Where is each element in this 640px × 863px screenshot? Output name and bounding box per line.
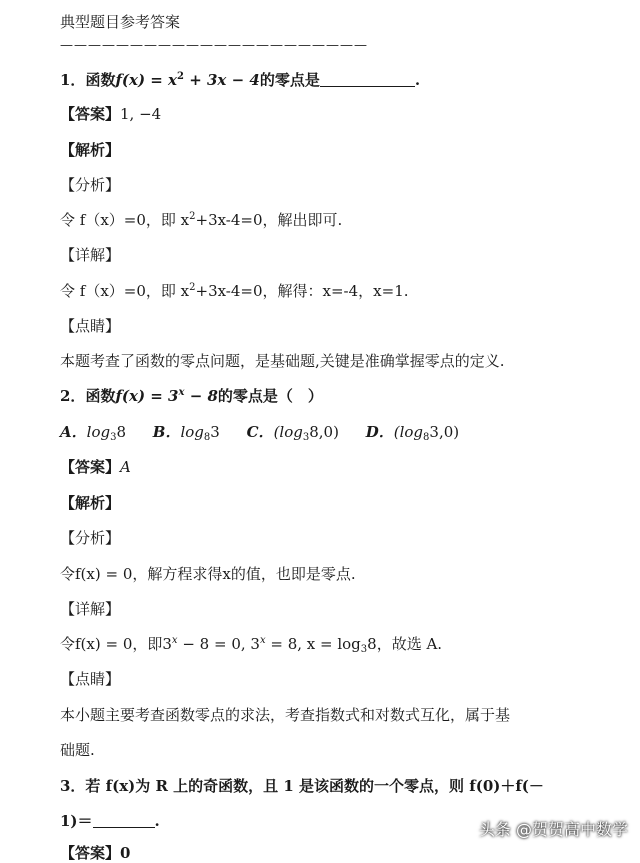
q1-fenxi-tag: 【分析】	[60, 176, 121, 194]
q2-fenxi-text: 令f(x) = 0，解方程求得x的值，也即是零点.	[60, 565, 356, 583]
q2-option-d: D．$(\log_83,0)$	[365, 423, 460, 443]
q1-dianjing-tag: 【点睛】	[60, 317, 121, 335]
q2-dianjing-text-1: 本小题主要考查函数零点的求法，考查指数式和对数式互化，属于基	[60, 706, 511, 724]
q3-blank	[93, 827, 155, 828]
q1-detail-text: 令 f（x）=0，即 $x^2+3x-4=0$，解得：x=-4，x=1.	[60, 282, 409, 300]
q1-fenxi-text: 令 f（x）=0，即 $x^2+3x-4=0$，解出即可.	[60, 211, 343, 229]
q1-dianjing-text: 本题考查了函数的零点问题，是基础题,关键是准确掌握零点的定义.	[60, 352, 505, 370]
q2-detail-tag: 【详解】	[60, 600, 121, 618]
q3-answer-partial: 【答案】0	[60, 844, 131, 862]
q1-blank	[320, 86, 415, 87]
q2-stem: 2．函数$f(x) = 3^x - 8$的零点是（ ）	[60, 387, 323, 405]
q2-dianjing-tag: 【点睛】	[60, 670, 121, 688]
q3-stem-line2: 1)＝ .	[60, 812, 160, 830]
q2-options	[60, 422, 481, 442]
q1-detail-tag: 【详解】	[60, 246, 121, 264]
page-title: 典型题目参考答案	[60, 13, 181, 31]
watermark: 头条 @贺贺高中数学	[478, 820, 628, 839]
q2-option-a: A．$\log_38$	[60, 423, 126, 443]
q2-detail-text: 令f(x) = 0，即$3^x - 8 = 0$, $3^x = 8$, $x = \log_38$，故选 A.	[60, 635, 443, 655]
title-rule: ——————————————————————	[60, 38, 368, 53]
q2-fenxi-tag: 【分析】	[60, 529, 121, 547]
q1-analysis-tag: 【解析】	[60, 141, 121, 159]
q1-stem: 1．函数$f(x) = x^2 + 3x - 4$的零点是 .	[60, 71, 421, 89]
q2-dianjing-text-2: 础题.	[60, 741, 95, 759]
q2-analysis-tag: 【解析】	[60, 494, 121, 512]
q2-option-c: C．$(\log_38,0)$	[246, 423, 339, 443]
q1-answer: 【答案】1, −4	[60, 105, 162, 123]
q2-answer: 【答案】A	[60, 458, 131, 476]
q2-option-b: B．$\log_83$	[152, 423, 220, 443]
q3-stem-line1: 3．若 f(x)为 R 上的奇函数，且 1 是该函数的一个零点，则 f(0)＋f(－	[60, 777, 544, 795]
